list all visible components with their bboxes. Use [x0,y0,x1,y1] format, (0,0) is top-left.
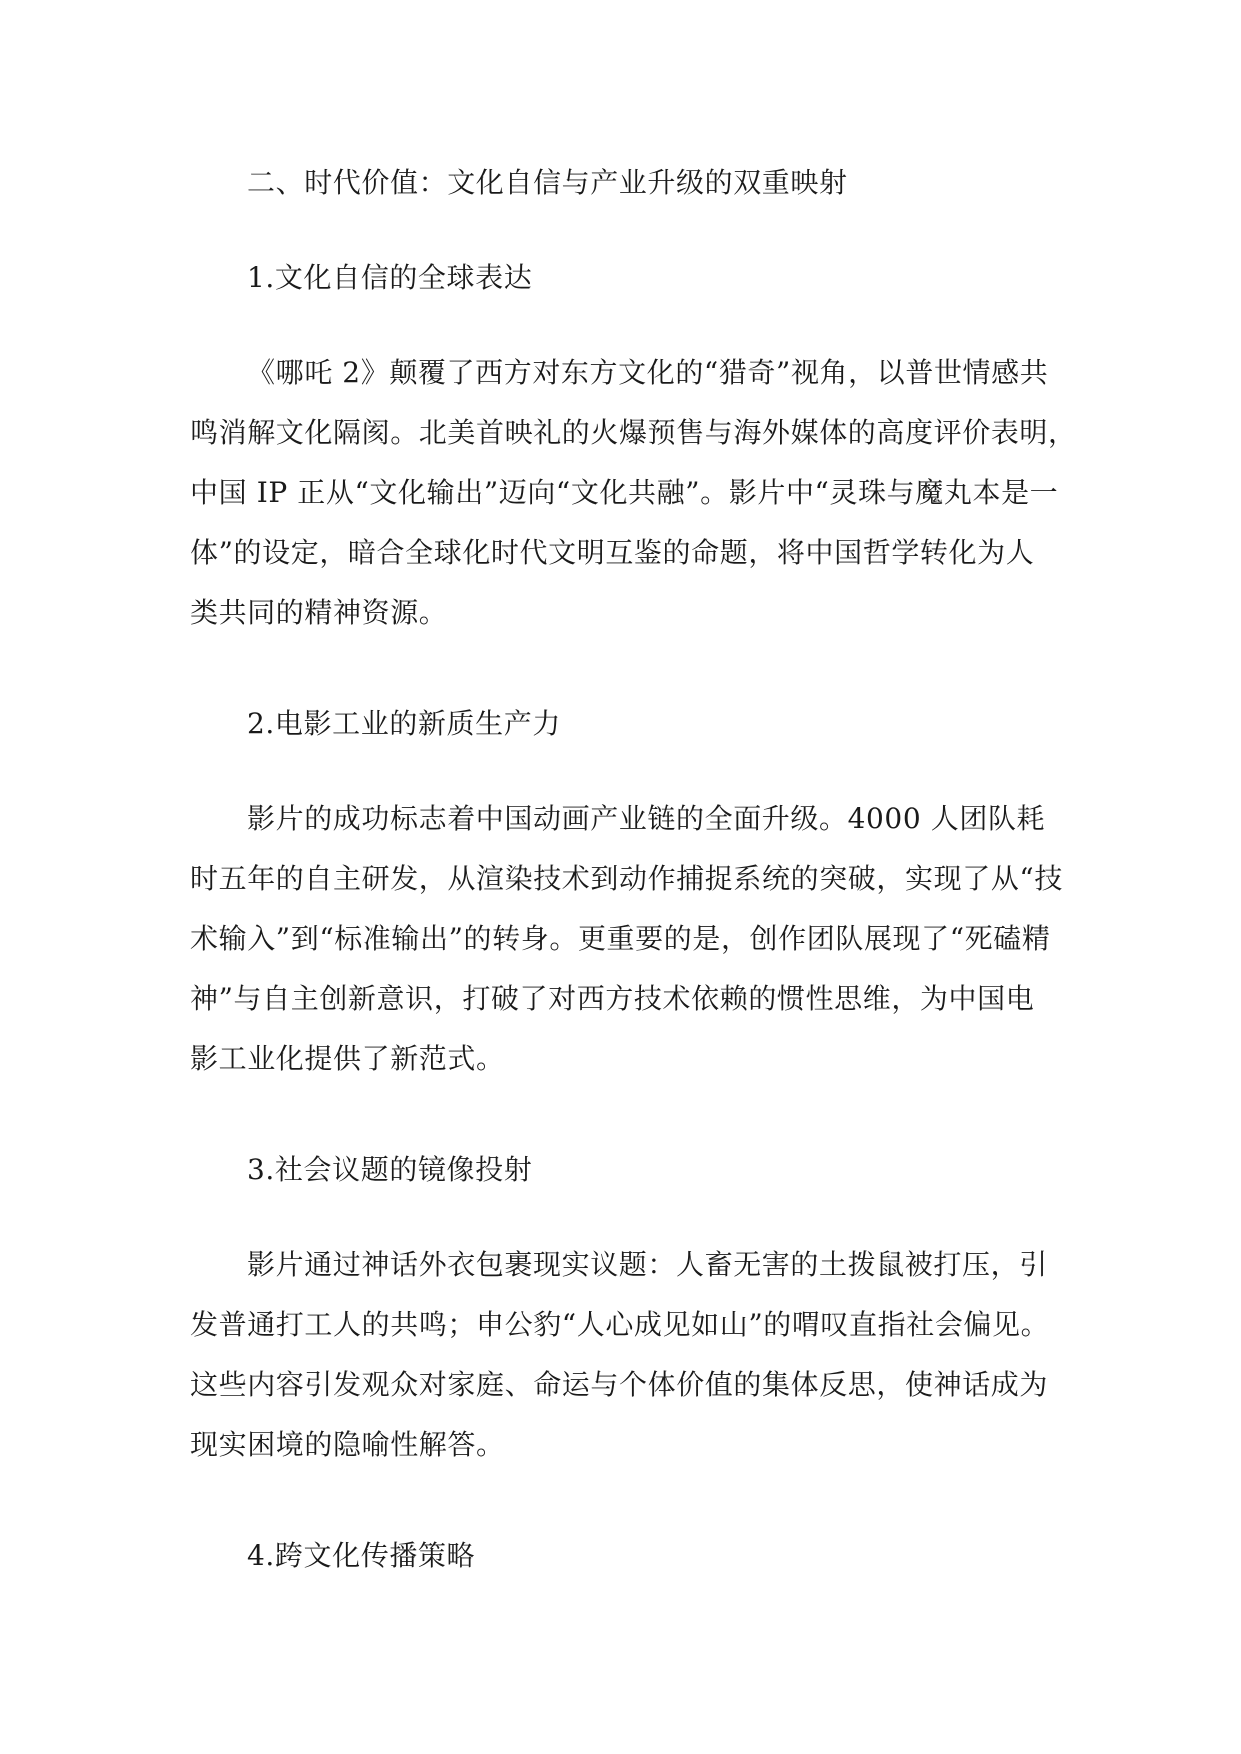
paragraph-1-line-3: 中国 IP 正从“文化输出”迈向“文化共融”。影片中“灵珠与魔丸本是一 [190,476,1059,509]
paragraph-1-line-4: 体”的设定，暗合全球化时代文明互鉴的命题，将中国哲学转化为人 [190,536,1035,569]
paragraph-2-line-1: 影片的成功标志着中国动画产业链的全面升级。4000 人团队耗 [247,802,1046,835]
subsection-heading-1: 1.文化自信的全球表达 [247,261,533,294]
subsection-heading-2: 2.电影工业的新质生产力 [247,707,561,740]
paragraph-2-line-2: 时五年的自主研发，从渲染技术到动作捕捉系统的突破，实现了从“技 [190,862,1063,895]
paragraph-2-line-3: 术输入”到“标准输出”的转身。更重要的是，创作团队展现了“死磕精 [190,922,1051,955]
paragraph-2-line-5: 影工业化提供了新范式。 [190,1042,505,1075]
paragraph-2-line-4: 神”与自主创新意识，打破了对西方技术依赖的惯性思维，为中国电 [190,982,1035,1015]
paragraph-3-line-4: 现实困境的隐喻性解答。 [190,1428,505,1461]
section-title: 二、时代价值：文化自信与产业升级的双重映射 [247,166,848,199]
paragraph-3-line-1: 影片通过神话外衣包裹现实议题：人畜无害的土拨鼠被打压，引 [247,1248,1048,1281]
paragraph-3-line-2: 发普通打工人的共鸣；申公豹“人心成见如山”的喟叹直指社会偏见。 [190,1308,1050,1341]
paragraph-1-line-1: 《哪吒 2》颠覆了西方对东方文化的“猎奇”视角，以普世情感共 [247,356,1049,389]
subsection-heading-4: 4.跨文化传播策略 [247,1539,476,1572]
subsection-heading-3: 3.社会议题的镜像投射 [247,1153,533,1186]
paragraph-1-line-5: 类共同的精神资源。 [190,596,448,629]
paragraph-1-line-2: 鸣消解文化隔阂。北美首映礼的火爆预售与海外媒体的高度评价表明， [190,416,1077,449]
paragraph-3-line-3: 这些内容引发观众对家庭、命运与个体价值的集体反思，使神话成为 [190,1368,1049,1401]
